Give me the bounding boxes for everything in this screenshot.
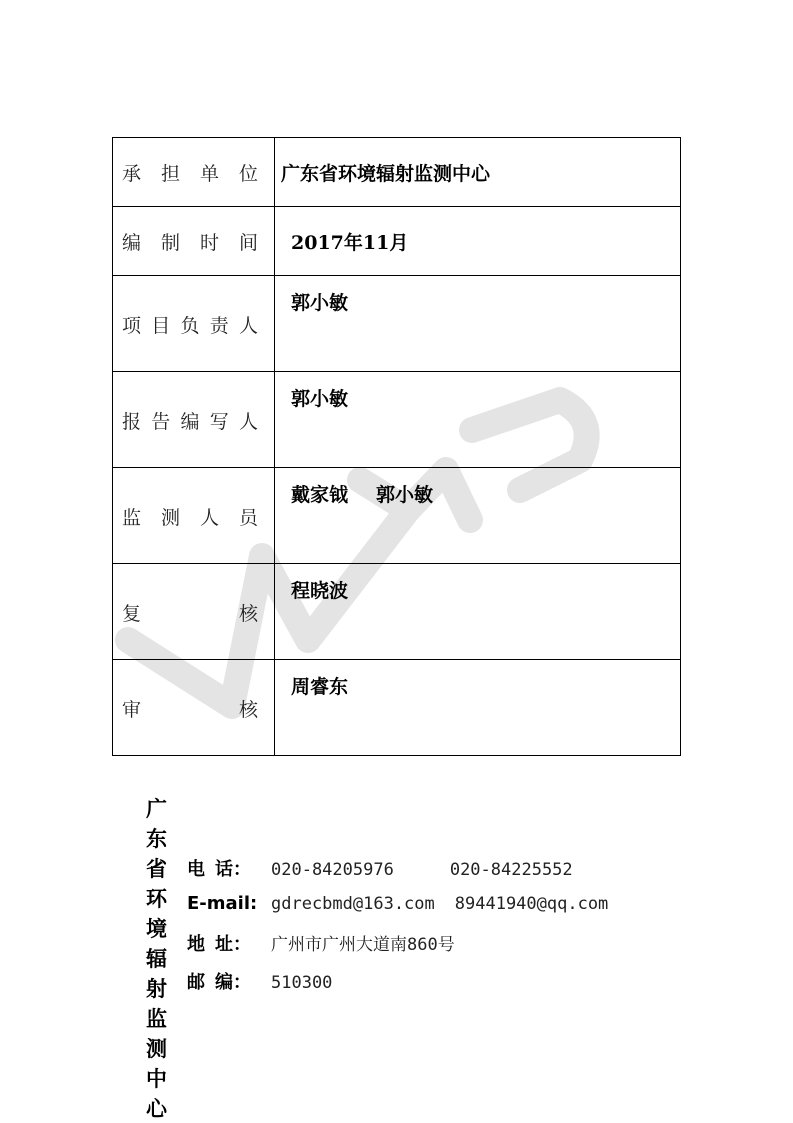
staff-name: 郭小敏 [376, 484, 434, 506]
email-label: E-mail: [187, 893, 258, 914]
row-label-project-lead: 项 目 负 责 人 [122, 315, 258, 337]
address-value: 广州市广州大道南860号 [271, 935, 455, 955]
phone-label: 电 话： [187, 859, 251, 880]
address-row [187, 930, 455, 956]
row-label-approve: 审 核 [122, 699, 258, 721]
row-label-undertaking-unit: 承 担 单 位 [122, 162, 258, 185]
table-row [113, 564, 681, 660]
table-row [113, 372, 681, 468]
email-row [187, 893, 608, 914]
compile-time-value: 2017年11月 [275, 207, 681, 276]
phone-value-2: 020-84225552 [449, 860, 573, 880]
row-label-compile-time: 编 制 时 间 [122, 231, 258, 254]
table-row [113, 468, 681, 564]
info-table [112, 137, 681, 756]
phone-row [187, 855, 573, 881]
staff-name: 戴家钺 [291, 484, 349, 506]
row-label-monitoring-staff: 监 测 人 员 [122, 507, 258, 529]
project-lead-value: 郭小敏 [275, 276, 681, 372]
postcode-value: 510300 [271, 973, 333, 993]
review-value: 程晓波 [275, 564, 681, 660]
email-value-1: gdrecbmd@163.com [271, 894, 435, 914]
postcode-label: 邮 编： [187, 972, 251, 993]
monitoring-staff-value [275, 468, 681, 564]
table-row [113, 207, 681, 276]
table-row [113, 276, 681, 372]
row-label-review: 复 核 [122, 603, 258, 625]
row-label-report-writer: 报 告 编 写 人 [122, 411, 258, 433]
phone-value-1: 020-84205976 [271, 860, 394, 880]
approve-value: 周睿东 [275, 660, 681, 756]
table-row [113, 660, 681, 756]
report-writer-value: 郭小敏 [275, 372, 681, 468]
email-value-2: 89441940@qq.com [454, 894, 609, 914]
postcode-row [187, 968, 332, 994]
org-name: 广东省环境辐射监测中心 [146, 796, 170, 1121]
undertaking-unit-value: 广东省环境辐射监测中心 [275, 138, 681, 207]
address-label: 地 址： [187, 934, 251, 955]
table-row [113, 138, 681, 207]
